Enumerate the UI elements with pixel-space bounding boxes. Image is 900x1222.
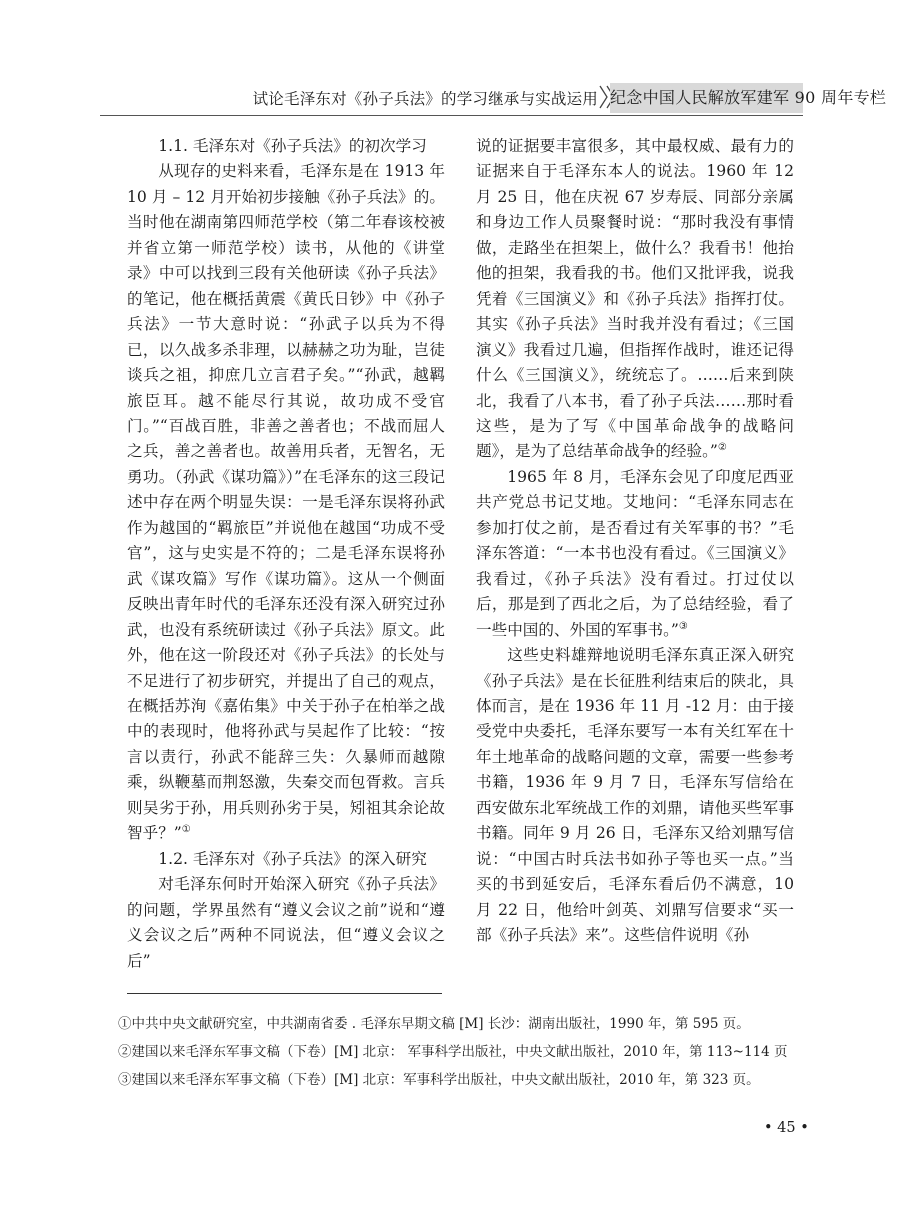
header-column-banner: 纪念中国人民解放军建军 90 周年专栏 bbox=[610, 83, 803, 113]
footnote-rule bbox=[127, 993, 442, 994]
header-article-title: 试论毛泽东对《孙子兵法》的学习继承与实战运用 bbox=[252, 90, 598, 108]
paragraph: 这些史料雄辩地说明毛泽东真正深入研究《孙子兵法》是在长征胜利结束后的陕北，具体而言，是在 1936 年 11 月 -12 月：由于接受党中央委托，毛泽东要写一本有关红军在十年土地革命的战略问题的文章，需要一些参考书籍，1936 年 9 月 7 日，毛泽东写信给在西安做东北军统战工作的刘鼎，请他买些军事书籍。同年 9 月 26 日，毛泽东又给刘鼎写信说：“中国古时兵法书如孙子等也买一点。”当买的书到延安后，毛泽东看后仍不满意，10 月 22 日，他给叶剑英、刘鼎写信要求“买一部《孙子兵法》来”。这些信件说明《孙 bbox=[476, 646, 794, 945]
paragraph bbox=[476, 465, 794, 643]
paragraph bbox=[476, 134, 794, 465]
page-number: • 45 • bbox=[764, 1120, 809, 1136]
paragraph: 对毛泽东何时开始深入研究《孙子兵法》的问题，学界虽然有“遵义会议之前”说和“遵义会议之后”两种不同说法，但“遵义会议之后” bbox=[127, 875, 445, 970]
section-heading-1-2: 1.2. 毛泽东对《孙子兵法》的深入研究 bbox=[158, 849, 427, 868]
paragraph-text: 1965 年 8 月，毛泽东会见了印度尼西亚共产党总书记艾地。艾地问：“毛泽东同志在参加打仗之前，是否看过有关军事的书？”毛泽东答道：“一本书也没有看过。《三国演义》我看过，《孙子兵法》没有看过。打过仗以后，那是到了西北之后，为了总结经验，看了一些中国的、外国的军事书。” bbox=[476, 467, 794, 639]
footnote-3: ③建国以来毛泽东军事文稿（下卷）[M] 北京：军事科学出版社，中央文献出版社，2010 年，第 323 页。 bbox=[118, 1072, 760, 1088]
paragraph-text: 从现存的史料来看，毛泽东是在 1913 年 10 月 – 12 月开始初步接触《孙子兵法》的。当时他在湖南第四师范学校（第二年春该校被并省立第一师范学校）读书，从他的《讲堂录》中可以找到三段有关他研读《孙子兵法》的笔记，他在概括黄震《黄氏日钞》中《孙子兵法》一节大意时说：“孙武子以兵为不得已，以久战多杀非理，以赫赫之功为耻，岂徒谈兵之祖，抑庶几立言君子矣。”“孙武，越羁旅臣耳。越不能尽行其说，故功成不受官门。”“百战百胜，非善之善者也；不战而屈人之兵，善之善者也。故善用兵者，无智名，无勇功。（孙武《谋功篇》）”在毛泽东的这三段记述中存在两个明显失误：一是毛泽东误将孙武作为越国的“羁旅臣”并说他在越国“功成不受官”，这与史实是不符的；二是毛泽东误将孙武《谋攻篇》写作《谋功篇》。这从一个侧面反映出青年时代的毛泽东还没有深入研究过孙武，也没有系统研读过《孙子兵法》原文。此外，他在这一阶段还对《孙子兵法》的长处与不足进行了初步研究，并提出了自己的观点，在概括苏洵《嘉佑集》中关于孙子在柏举之战中的表现时，他将孙武与吴起作了比较：“按言以责行，孙武不能辞三失：久暴师而越隙乘，纵鞭墓而荆怒激，失秦交而包胥救。言兵则吴劣于孙，用兵则孙劣于吴，矧祖其余论故智乎？” bbox=[127, 162, 445, 843]
footnotes bbox=[118, 1013, 798, 1097]
right-column bbox=[476, 134, 794, 949]
footnote-marker: ③ bbox=[678, 620, 688, 632]
header-rule bbox=[100, 115, 803, 116]
running-header bbox=[100, 83, 887, 113]
footnote-marker: ① bbox=[181, 824, 191, 836]
section-heading-1-1: 1.1. 毛泽东对《孙子兵法》的初次学习 bbox=[158, 137, 427, 155]
footnote-marker: ② bbox=[717, 442, 727, 454]
paragraph bbox=[127, 159, 445, 846]
left-column bbox=[127, 134, 445, 974]
paragraph-text: 说的证据要丰富很多，其中最权威、最有力的证据来自于毛泽东本人的说法。1960 年 12 月 25 日，他在庆祝 67 岁寿辰、同部分亲属和身边工作人员聚餐时说：“那时我没有事情做，走路坐在担架上，做什么？我看书！他抬他的担架，我看我的书。他们又批评我，说我凭着《三国演义》和《孙子兵法》指挥打仗。其实《孙子兵法》当时我并没有看过；《三国演义》我看过几遍，但指挥作战时，谁还记得什么《三国演义》，统统忘了。……后来到陕北，我看了八本书，看了孙子兵法……那时看这些，是为了写《中国革命战争的战略问题》，是为了总结革命战争的经验。” bbox=[476, 137, 794, 461]
footnote-1: ①中共中央文献研究室，中共湖南省委 . 毛泽东早期文稿 [M] 长沙：湖南出版社，1990 年，第 595 页。 bbox=[118, 1016, 750, 1032]
footnote-2: ②建国以来毛泽东军事文稿（下卷）[M] 北京： 军事科学出版社，中央文献出版社，2010 年，第 113~114 页 bbox=[118, 1044, 788, 1060]
